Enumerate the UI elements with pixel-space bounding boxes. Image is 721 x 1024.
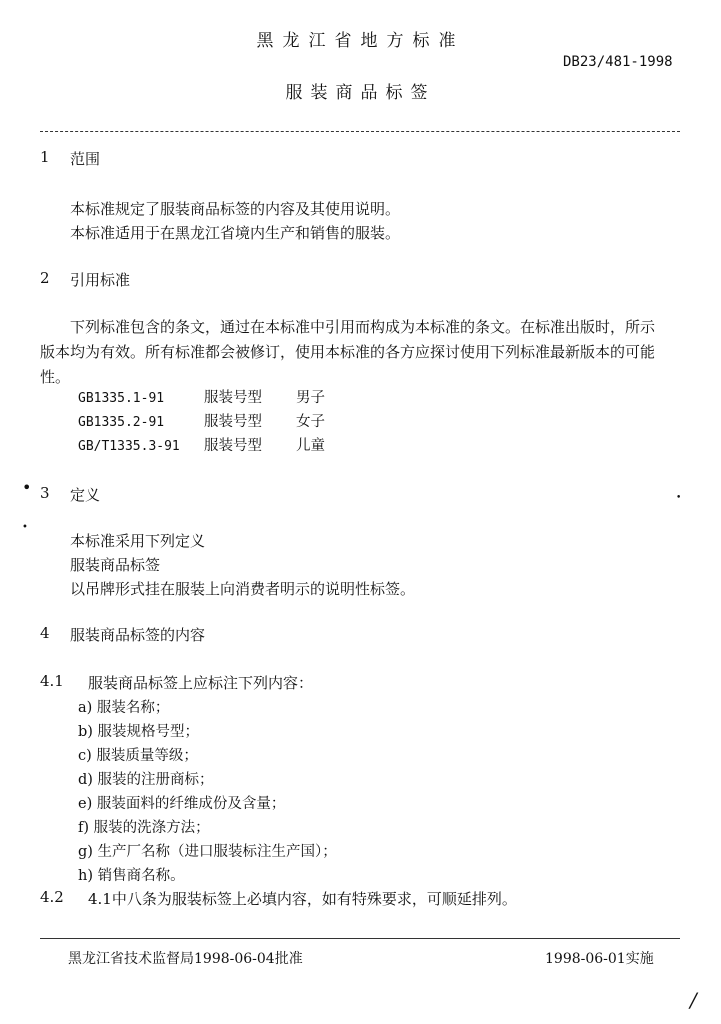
list-item: g) 生产厂名称（进口服装标注生产国）； — [78, 844, 337, 860]
approval-note: 黑龙江省技术监督局1998-06-04批准 — [68, 951, 303, 967]
header-title: 黑龙江省地方标准 — [256, 31, 465, 51]
section-1-line: 本标准规定了服装商品标签的内容及其使用说明。 — [70, 200, 401, 218]
section-3-number: 3 — [40, 484, 50, 502]
list-item: c) 服装质量等级； — [78, 748, 198, 764]
section-4-title: 服装商品标签的内容 — [70, 626, 206, 644]
standard-row — [78, 410, 325, 431]
section-1-line: 本标准适用于在黑龙江省境内生产和销售的服装。 — [70, 224, 401, 242]
standard-scope: 男子 — [296, 390, 325, 406]
margin-mark: • — [676, 493, 682, 503]
header-divider — [40, 131, 680, 132]
list-item: b) 服装规格号型； — [78, 724, 200, 740]
standard-scope: 儿童 — [296, 438, 325, 454]
pen-mark: / — [690, 988, 697, 1012]
document-title: 服装商品标签 — [285, 83, 436, 103]
definition-text: 以吊牌形式挂在服装上向消费者明示的说明性标签。 — [70, 580, 416, 598]
section-3-line: 本标准采用下列定义 — [70, 532, 206, 550]
definition-term: 服装商品标签 — [70, 556, 161, 574]
list-item: d) 服装的注册商标； — [78, 772, 214, 788]
margin-mark: • — [22, 522, 28, 533]
footer-divider — [40, 938, 680, 939]
list-item: h) 销售商名称。 — [78, 868, 185, 884]
clause-4-2-text: 4.1中八条为服装标签上必填内容，如有特殊要求，可顺延排列。 — [88, 890, 517, 908]
clause-4-1-text: 服装商品标签上应标注下列内容： — [88, 674, 314, 692]
standard-name: 服装号型 — [204, 438, 262, 454]
margin-mark: • — [22, 478, 32, 497]
section-1-title: 范围 — [70, 150, 101, 168]
section-2-title: 引用标准 — [70, 271, 131, 289]
list-item: e) 服装面料的纤维成份及含量； — [78, 796, 286, 812]
standard-code: GB/T1335.3-91 — [78, 439, 180, 454]
standard-name: 服装号型 — [204, 390, 262, 406]
section-3-title: 定义 — [70, 486, 101, 504]
section-2-number: 2 — [40, 269, 50, 287]
list-item: a) 服装名称； — [78, 700, 170, 716]
standard-code: GB1335.1-91 — [78, 391, 165, 406]
clause-4-1-number: 4.1 — [40, 672, 64, 690]
section-2-paragraph: 下列标准包含的条文，通过在本标准中引用而构成为本标准的条文。在标准出版时，所示版本均为有效。所有标准都会被修订，使用本标准的各方应探讨使用下列标准最新版本的可能性。 — [40, 318, 656, 386]
standard-row — [78, 434, 325, 455]
standard-code: GB1335.2-91 — [78, 415, 165, 430]
standard-row — [78, 386, 325, 407]
section-1-number: 1 — [40, 148, 50, 166]
document-code: DB23/481-1998 — [563, 54, 673, 70]
implementation-note: 1998-06-01实施 — [545, 951, 654, 967]
section-4-number: 4 — [40, 624, 50, 642]
clause-4-2-number: 4.2 — [40, 888, 64, 906]
standard-scope: 女子 — [296, 414, 325, 430]
standard-name: 服装号型 — [204, 414, 262, 430]
list-item: f) 服装的洗涤方法； — [78, 820, 210, 836]
